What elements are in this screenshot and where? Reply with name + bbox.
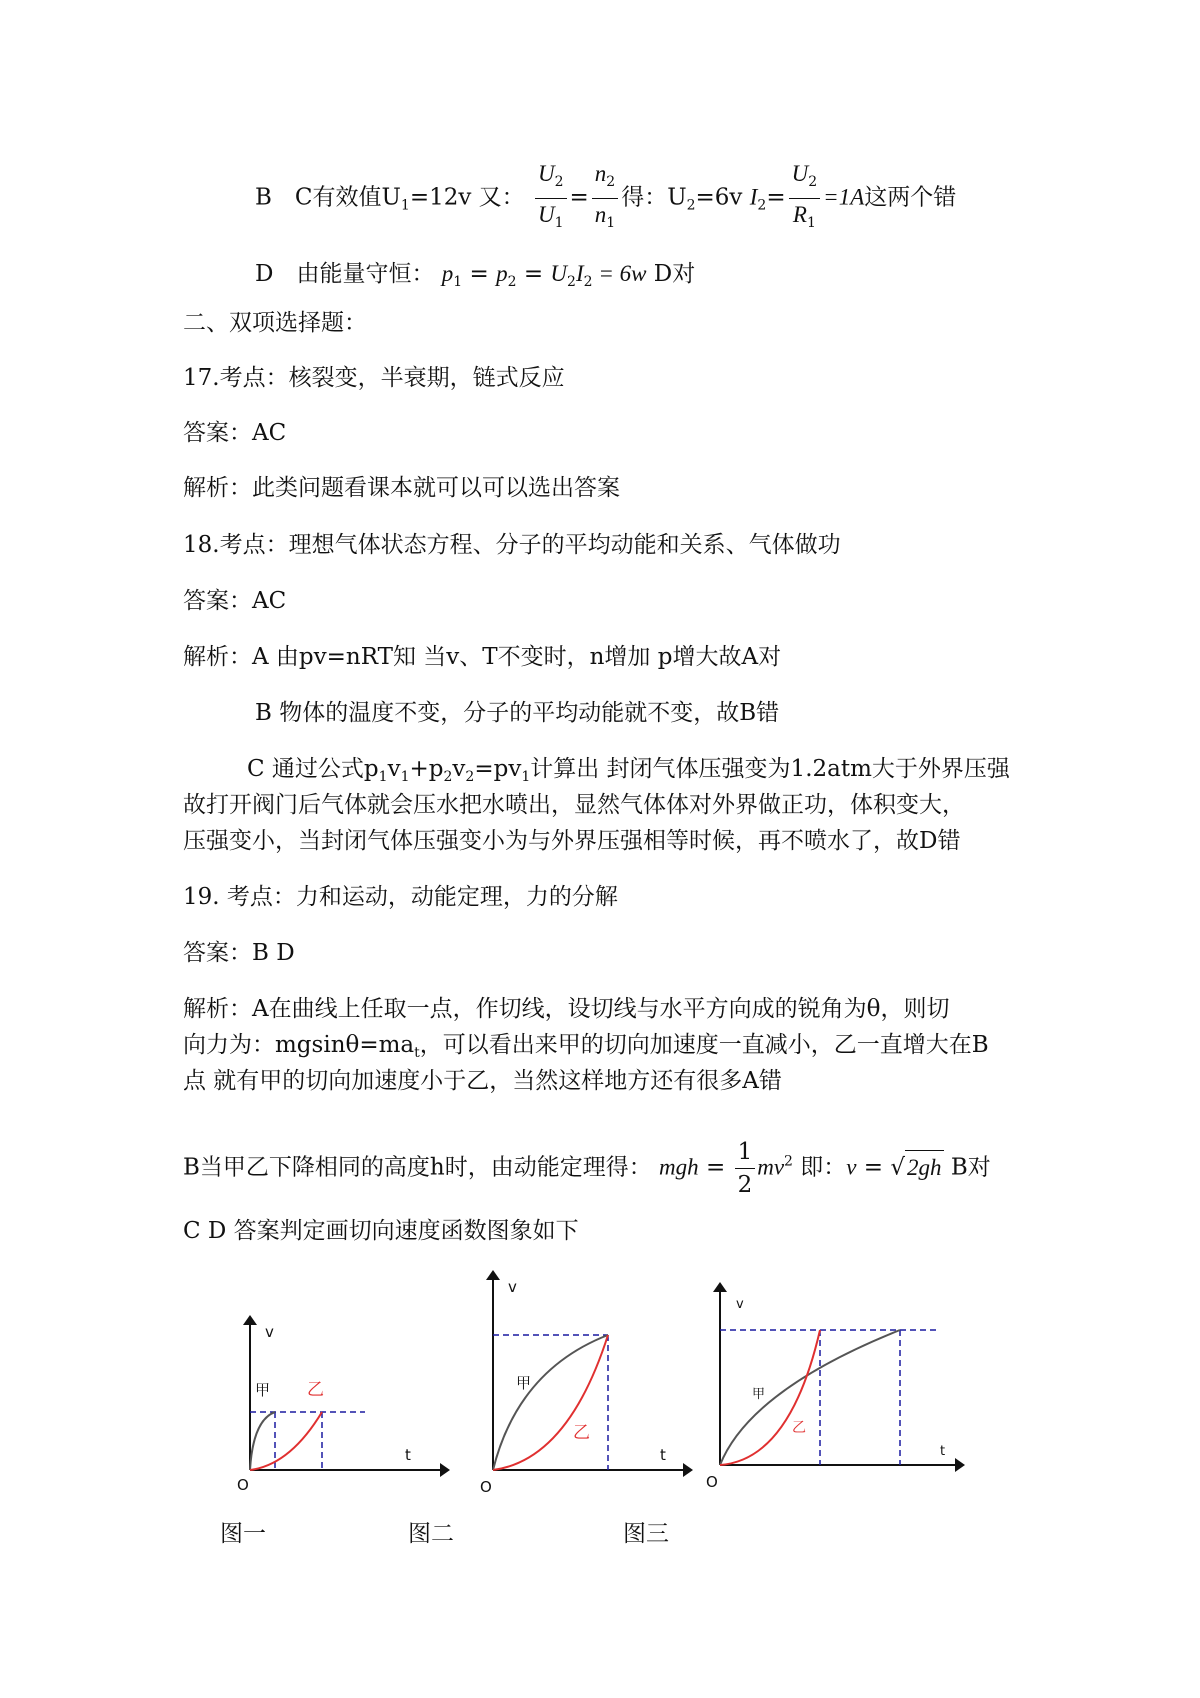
- q19-cd: C D 答案判定画切向速度函数图象如下: [183, 1218, 579, 1244]
- figure-3: [700, 1280, 970, 1495]
- q19-jiexi-line1: 解析：A在曲线上任取一点，作切线，设切线与水平方向成的锐角为θ，则切: [183, 996, 950, 1022]
- origin-label: O: [237, 1476, 249, 1494]
- fraction-half: $\frac{1}{2}$: [735, 1136, 756, 1201]
- curve-yi: [720, 1330, 820, 1465]
- q18-jiexi-a: 解析：A 由pv=nRT知 当v、T不变时，n增加 p增大故A对: [183, 644, 782, 670]
- caption-2: 图二: [408, 1521, 454, 1547]
- fraction-u2-u1: $\frac{U_2}{U_1}$: [535, 158, 567, 239]
- q17-jiexi: 解析：此类问题看课本就可以可以选出答案: [183, 475, 620, 501]
- curve-jia: [250, 1412, 275, 1470]
- svg-text:甲: 甲: [516, 1374, 532, 1392]
- q18-answer: 答案：AC: [183, 588, 287, 614]
- fraction-n2-n1: $\frac{n_2}{n_1}$: [592, 158, 618, 239]
- fraction-u2-r1: $\frac{U_2}{R_1}$: [789, 158, 821, 239]
- q18-jiexi-c-line3: 压强变小，当封闭气体压强变小为与外界压强相等时候，再不喷水了，故D错: [183, 828, 961, 854]
- caption-3: 图三: [623, 1521, 669, 1547]
- axis-t-label: t: [405, 1446, 411, 1464]
- q18-jiexi-c-line2: 故打开阀门后气体就会压水把水喷出，显然气体体对外界做正功，体积变大，: [183, 792, 965, 818]
- q19-kaodian: 19. 考点：力和运动，动能定理，力的分解: [183, 884, 618, 910]
- svg-text:v: v: [736, 1297, 744, 1312]
- sqrt-sign: √: [890, 1154, 906, 1181]
- line-d: D 由能量守恒： $p_1 = p_2 = U_2I_2 = 6w$ D对: [255, 261, 696, 290]
- svg-text:O: O: [480, 1478, 492, 1495]
- svg-text:乙: 乙: [573, 1423, 590, 1443]
- caption-1: 图一: [220, 1521, 266, 1547]
- figure-1: [235, 1315, 455, 1495]
- q18-kaodian: 18.考点：理想气体状态方程、分子的平均动能和关系、气体做功: [183, 532, 841, 558]
- q19-jiexi-line2: 向力为：$mgsin\theta=ma_t$，可以看出来甲的切向加速度一直减小，乙一直增大在B: [183, 1032, 989, 1061]
- label-jia: 甲: [255, 1381, 271, 1399]
- q19-b-line: B当甲乙下降相同的高度h时，由动能定理得： mgh = $\frac{1}{2}$ $mv^2$ 即：v = √2gh B对: [183, 1136, 991, 1201]
- q17-kaodian: 17.考点：核裂变，半衰期，链式反应: [183, 365, 565, 391]
- curve-jia: [493, 1335, 608, 1470]
- q19-jiexi-line3: 点 就有甲的切向加速度小于乙，当然这样地方还有很多A错: [183, 1068, 782, 1094]
- label-yi: 乙: [307, 1380, 324, 1400]
- svg-text:t: t: [660, 1446, 666, 1464]
- q18-jiexi-c: C 通过公式$p_1v_1+p_2v_2=pv_1$计算出 封闭气体压强变为1.2atm大于外界压强: [247, 756, 1010, 785]
- q19-answer: 答案：B D: [183, 940, 295, 966]
- svg-text:v: v: [508, 1278, 517, 1296]
- curve-jia: [720, 1330, 900, 1465]
- axis-v-label: v: [265, 1323, 274, 1341]
- svg-text:乙: 乙: [792, 1420, 806, 1436]
- svg-text:t: t: [940, 1444, 946, 1459]
- line-bc: B C有效值$U_1=12v$ 又： $\frac{U_2}{U_1}$ = $\frac{n_2}{n_1}$ 得：$U_2=6v$ $I_2=$ $\frac{U_2}{R_1}$ =1A这两个错: [255, 158, 956, 239]
- curve-yi: [493, 1335, 608, 1470]
- q17-answer: 答案：AC: [183, 420, 287, 446]
- q18-jiexi-b: B 物体的温度不变，分子的平均动能就不变，故B错: [255, 700, 780, 726]
- bc-prefix: B C有效值U: [255, 184, 401, 211]
- curve-yi: [250, 1412, 322, 1470]
- figure-2: [478, 1270, 698, 1495]
- section-title: 二、双项选择题：: [183, 310, 367, 336]
- svg-text:O: O: [706, 1473, 718, 1491]
- svg-text:甲: 甲: [752, 1387, 766, 1402]
